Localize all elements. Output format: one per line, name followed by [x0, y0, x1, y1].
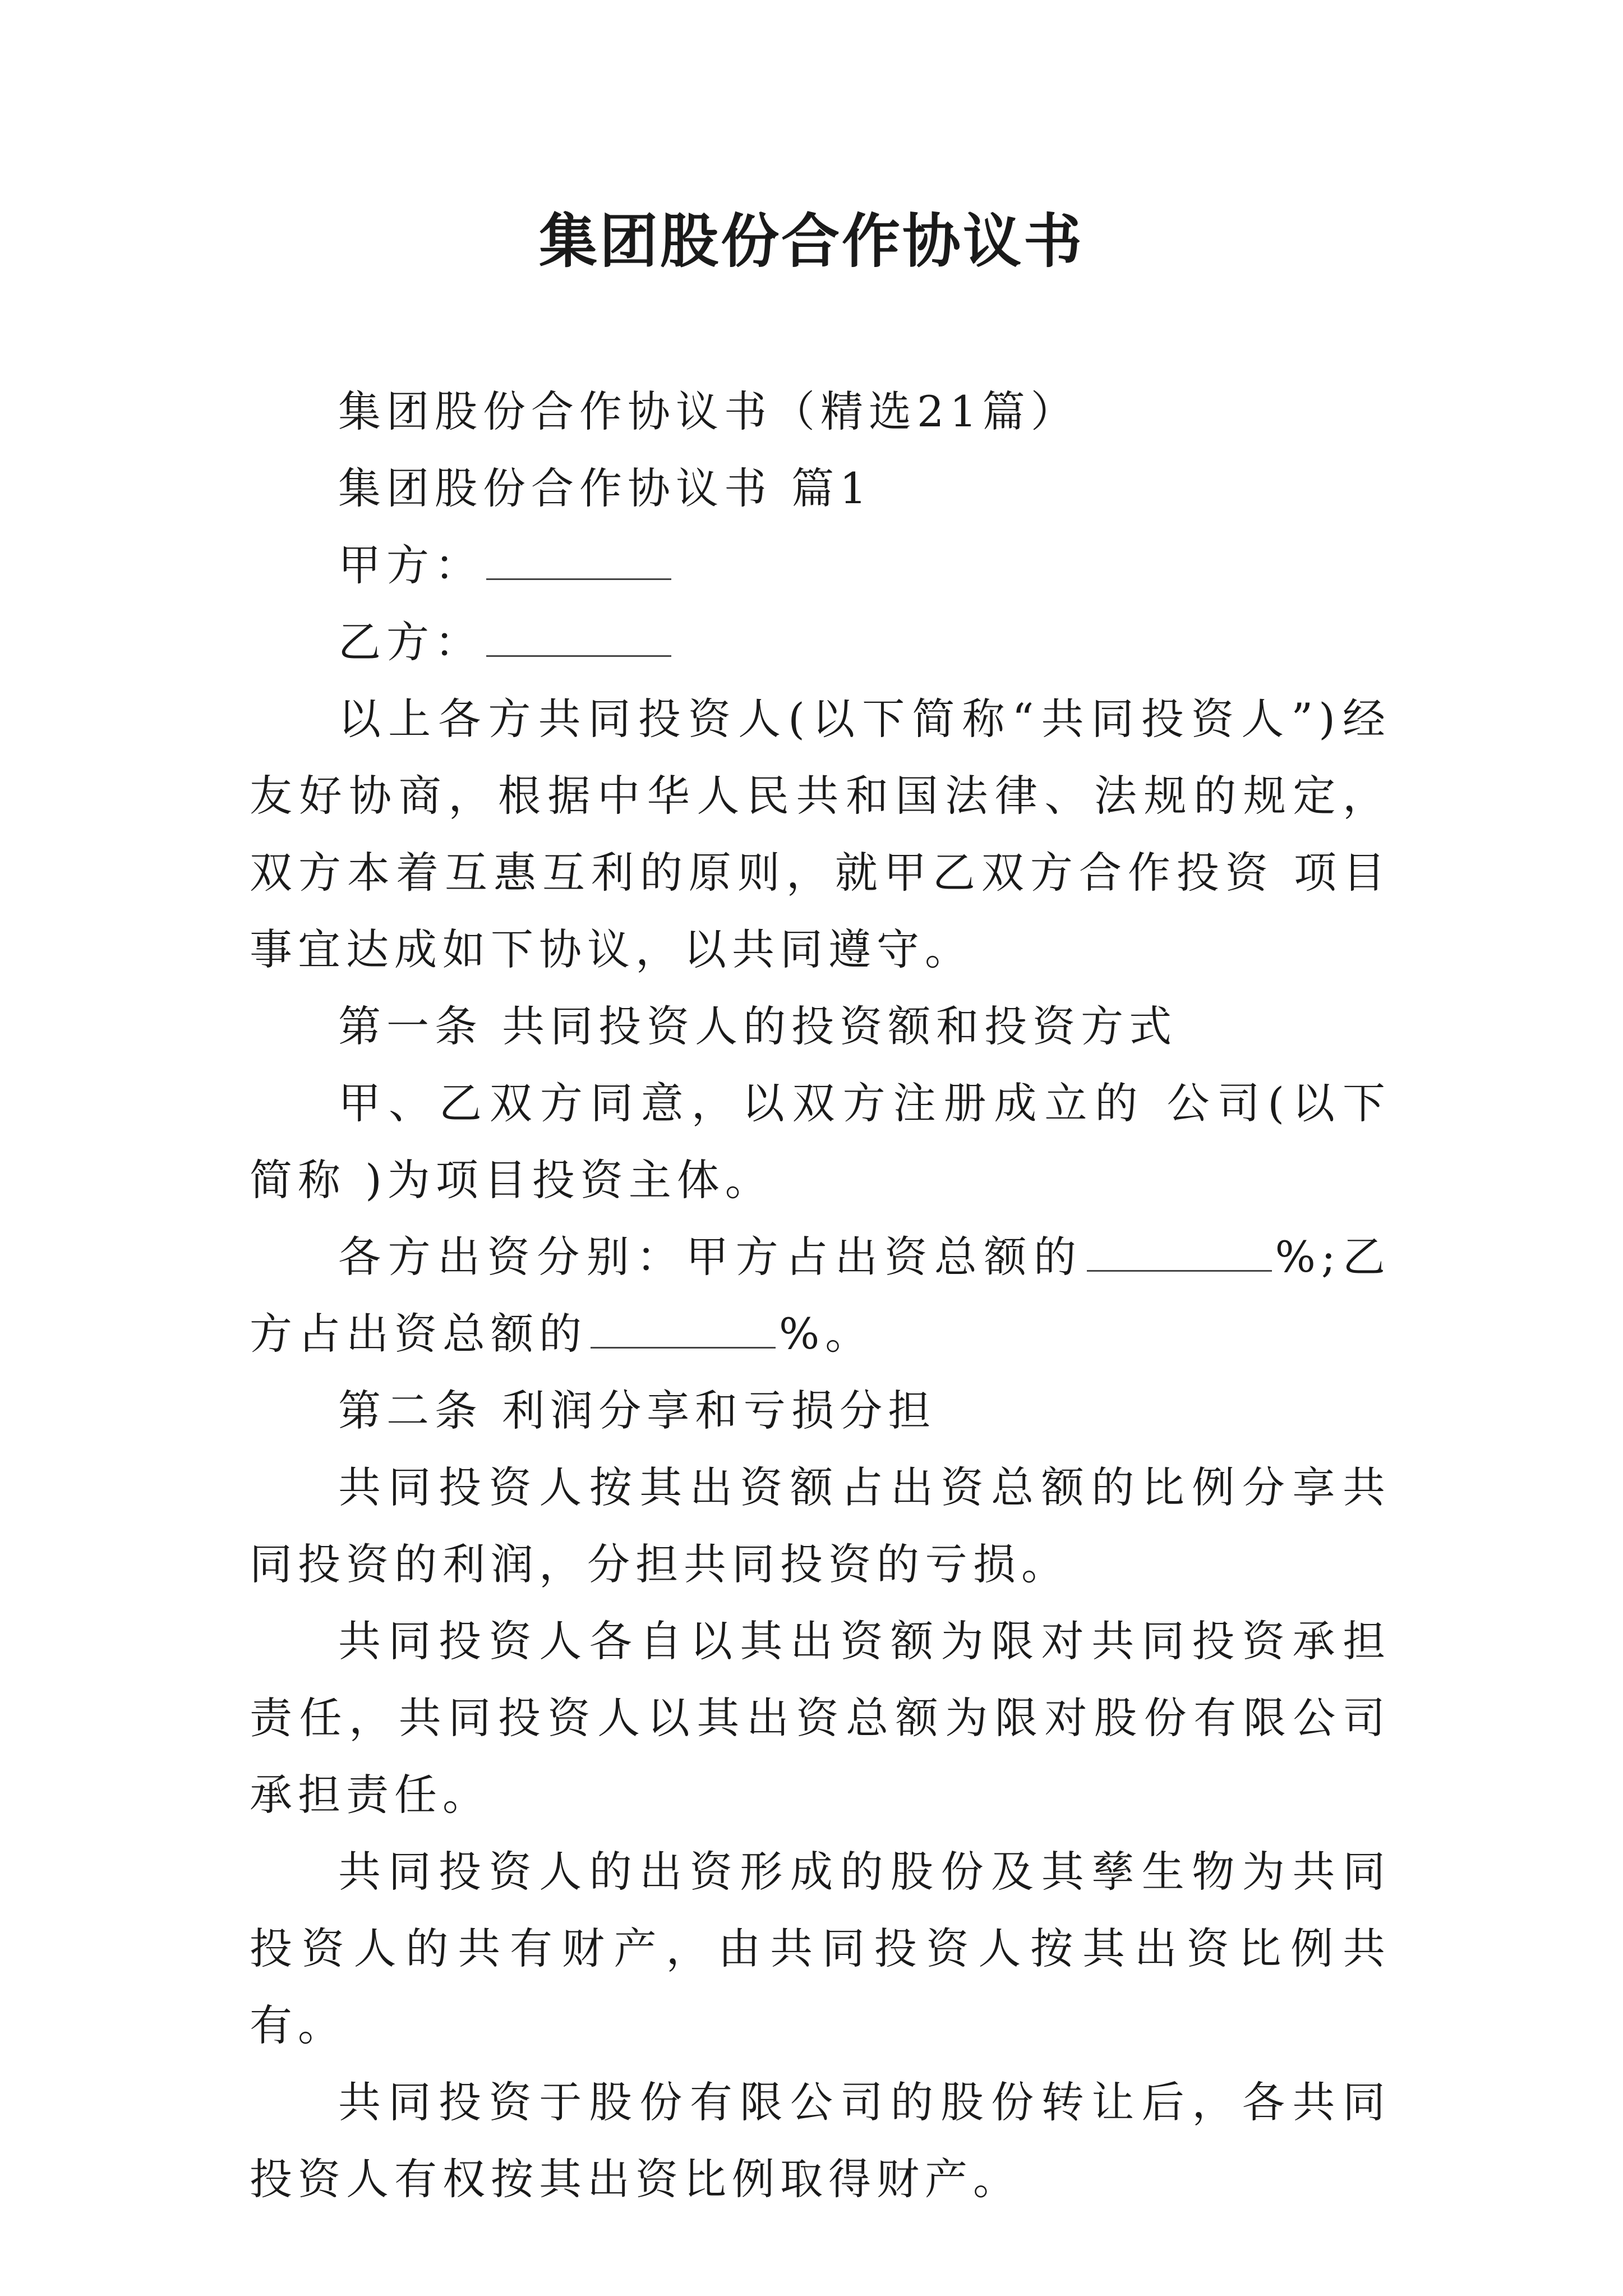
party-a-blank	[486, 544, 671, 580]
article1-paragraph-2	[250, 1218, 1391, 1372]
article2-paragraph-3: 共同投资人的出资形成的股份及其孳生物为共同投资人的共有财产，由共同投资人按其出资比例共有。	[250, 1847, 1391, 2050]
party-a-label: 甲方：	[338, 540, 483, 590]
document-body	[250, 373, 1391, 2217]
article2-paragraph-2: 共同投资人各自以其出资额为限对共同投资承担责任，共同投资人以其出资总额为限对股份有限公司承担责任。	[250, 1616, 1391, 1820]
article2-paragraph-4: 共同投资于股份有限公司的股份转让后，各共同投资人有权按其出资比例取得财产。	[250, 2077, 1391, 2204]
article1-title: 第一条 共同投资人的投资额和投资方式	[338, 1001, 1178, 1051]
article1-paragraph-1: 甲、乙双方同意，以双方注册成立的 公司(以下简称 )为项目投资主体。	[250, 1078, 1391, 1205]
section-heading: 集团股份合作协议书 篇1	[338, 463, 873, 513]
article2-paragraph-1: 共同投资人按其出资额占出资总额的比例分享共同投资的利润，分担共同投资的亏损。	[250, 1462, 1391, 1589]
party-b-blank	[486, 620, 671, 657]
article1-p2-part3: %。	[779, 1309, 874, 1359]
article1-p2-part2: %;乙方占出资总额的	[250, 1232, 1391, 1359]
article2-title: 第二条 利润分享和亏损分担	[338, 1386, 937, 1435]
party-b-line	[250, 604, 1391, 680]
party-a-line	[250, 527, 1391, 604]
party-b-share-blank	[591, 1312, 776, 1349]
subtitle: 集团股份合作协议书（精选21篇）	[338, 386, 1079, 436]
intro-paragraph: 以上各方共同投资人(以下简称“共同投资人”)经友好协商，根据中华人民共和国法律、法规的规定，双方本着互惠互利的原则，就甲乙双方合作投资 项目事宜达成如下协议，以共同遵守。	[250, 694, 1391, 974]
article1-p2-part1: 各方出资分别：甲方占出资总额的	[338, 1232, 1083, 1282]
party-b-label: 乙方：	[338, 617, 483, 667]
party-a-share-blank	[1087, 1235, 1272, 1272]
document-title: 集团股份合作协议书	[538, 206, 1084, 275]
